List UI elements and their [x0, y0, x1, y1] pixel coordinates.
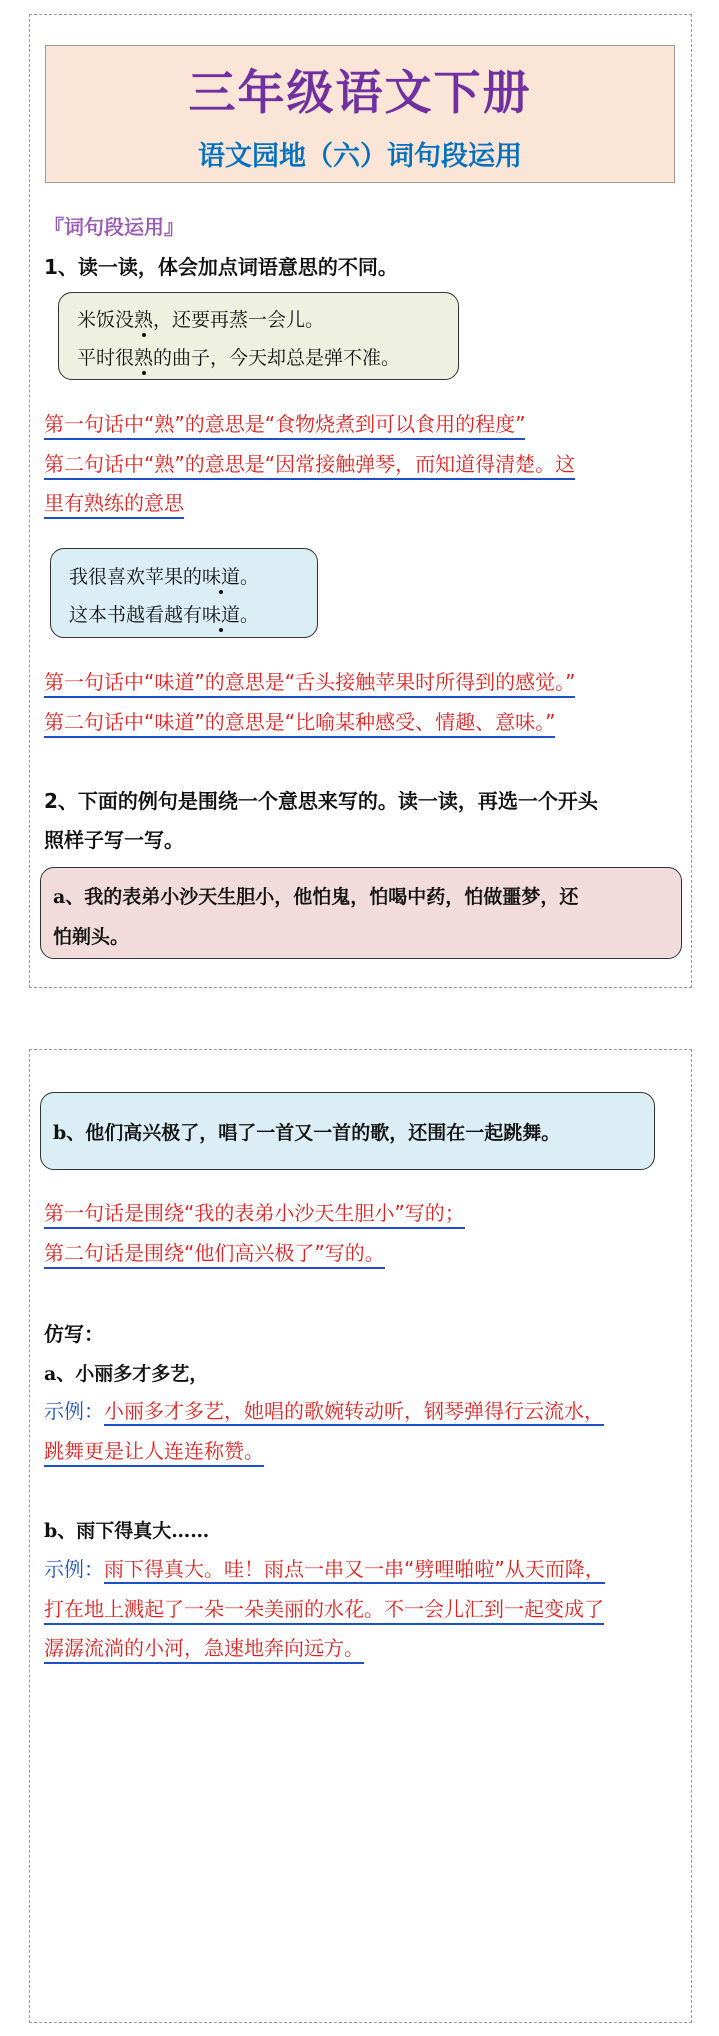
page-two — [29, 1049, 692, 2023]
bubble-line: 平时很熟的曲子，今天却总是弹不准。 — [77, 343, 400, 370]
dotted-word: 味道 — [202, 600, 240, 627]
answer-line: 第二句话中“熟”的意思是“因常接触弹琴，而知道得清楚。这 — [44, 451, 575, 480]
dotted-word: 熟 — [134, 305, 153, 332]
example-a-text: 怕剃头。 — [53, 926, 130, 948]
imitation-b-answer: 潺潺流淌的小河，急速地奔向远方。 — [44, 1635, 364, 1664]
example-label: 示例： — [44, 1399, 104, 1423]
imitation-a-prompt: a、小丽多才多艺， — [44, 1363, 209, 1385]
section-label: 『词句段运用』 — [44, 215, 184, 239]
example-bubble-shu — [58, 292, 459, 380]
question-1-prompt: 1、读一读，体会加点词语意思的不同。 — [44, 255, 398, 279]
bubble-line: 我很喜欢苹果的味道。 — [69, 562, 259, 589]
imitation-b-answer: 打在地上溅起了一朵一朵美丽的水花。不一会儿汇到一起变成了 — [44, 1596, 604, 1625]
page-subtitle: 语文园地（六）词句段运用 — [198, 141, 522, 172]
imitation-b-answer: 示例：雨下得真大。哇！雨点一串又一串“劈哩啪啦”从天而降， — [44, 1556, 605, 1582]
answer-line: 第二句话是围绕“他们高兴极了”写的。 — [44, 1240, 385, 1269]
answer-line: 第一句话中“味道”的意思是“舌头接触苹果时所得到的感觉。” — [44, 669, 575, 698]
bubble-line: 这本书越看越有味道。 — [69, 600, 259, 627]
question-2-prompt: 照样子写一写。 — [44, 828, 184, 852]
example-label: 示例： — [44, 1557, 104, 1581]
title-banner — [45, 45, 675, 183]
page-one — [29, 14, 692, 988]
example-bubble-b — [40, 1092, 655, 1170]
imitation-a-answer: 示例：小丽多才多艺，她唱的歌婉转动听，钢琴弹得行云流水， — [44, 1398, 604, 1424]
bubble-line: 米饭没熟，还要再蒸一会儿。 — [77, 305, 324, 332]
answer-line: 第二句话中“味道”的意思是“比喻某种感受、情趣、意味。” — [44, 709, 555, 738]
example-bubble-a — [40, 867, 682, 959]
answer-line: 第一句话中“熟”的意思是“食物烧煮到可以食用的程度” — [44, 411, 525, 440]
imitation-heading: 仿写： — [44, 1322, 104, 1346]
example-b-text: b、他们高兴极了，唱了一首又一首的歌，还围在一起跳舞。 — [53, 1122, 561, 1144]
question-2-prompt: 2、下面的例句是围绕一个意思来写的。读一读，再选一个开头 — [44, 789, 598, 813]
answer-line: 里有熟练的意思 — [44, 490, 184, 519]
imitation-a-answer: 跳舞更是让人连连称赞。 — [44, 1438, 264, 1467]
answer-line: 第一句话是围绕“我的表弟小沙天生胆小”写的； — [44, 1200, 465, 1229]
dotted-word: 熟 — [134, 343, 153, 370]
example-a-text: a、我的表弟小沙天生胆小，他怕鬼，怕喝中药，怕做噩梦，还 — [53, 886, 579, 908]
imitation-b-prompt: b、雨下得真大…… — [44, 1520, 210, 1542]
page-title: 三年级语文下册 — [188, 66, 532, 121]
dotted-word: 味道 — [202, 562, 240, 589]
example-bubble-weidao — [50, 548, 318, 638]
